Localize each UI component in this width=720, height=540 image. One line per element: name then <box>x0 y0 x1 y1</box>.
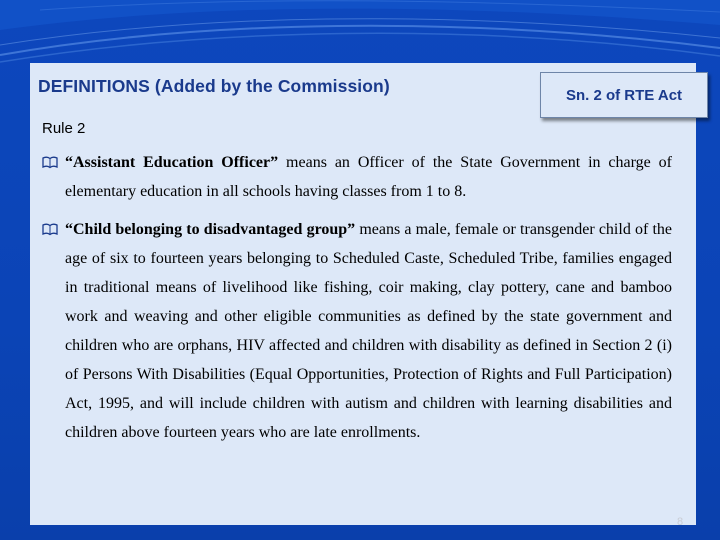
open-book-bullet-icon <box>42 156 58 169</box>
definition-term: “Child belonging to disadvantaged group” <box>65 221 356 238</box>
definition-text: means a male, female or transgender child of the age of six to fourteen years belonging to Scheduled Caste, Scheduled Tribe, families engaged in traditional means of livelihood like fishing, coir making, clay pottery, cane and bamboo work and weaving and other eligible communities as defined by the state government and children who are orphans, HIV affected and children with disability as defined in Section 2 (i) of Persons With Disabilities (Equal Opportunities, Protection of Rights and Full Participation) Act, 1995, and will include children with autism and children with learning disabilities and children above fourteen years who are late enrollments. <box>65 221 673 441</box>
definition-item <box>42 148 672 206</box>
page-number: 8 <box>677 516 684 528</box>
slide-title: DEFINITIONS (Added by the Commission) <box>38 76 390 96</box>
definition-text: means an Officer of the State Government in charge of elementary education in all schools having classes from 1 to 8. <box>65 154 672 200</box>
definition-item <box>42 215 672 447</box>
reference-box <box>540 72 708 118</box>
rule-label: Rule 2 <box>42 120 86 137</box>
definitions-list <box>42 148 672 456</box>
reference-label: Sn. 2 of RTE Act <box>565 86 683 104</box>
open-book-bullet-icon <box>42 223 58 236</box>
definition-term: “Assistant Education Officer” <box>65 154 279 171</box>
